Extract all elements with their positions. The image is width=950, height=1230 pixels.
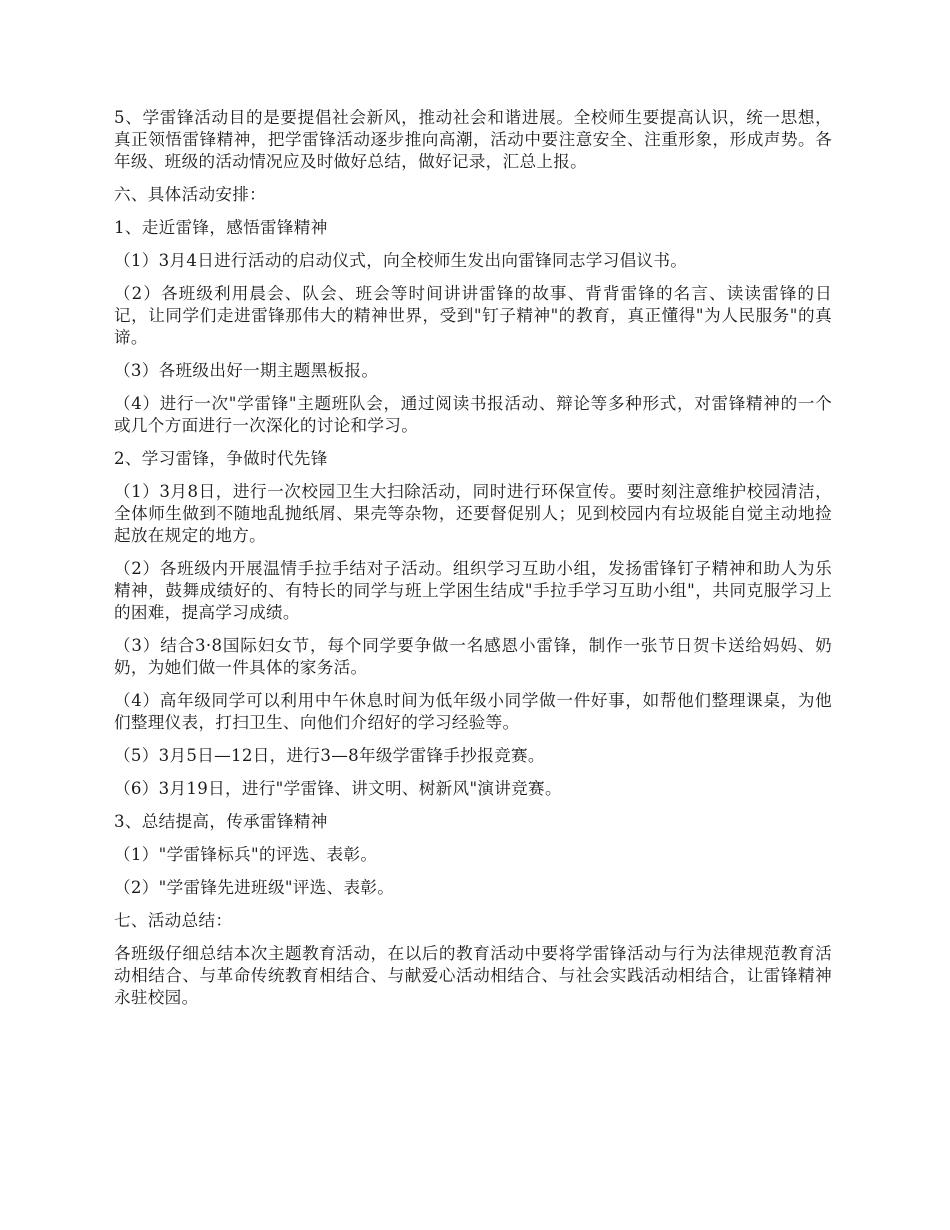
section-heading-summary: 七、活动总结：	[114, 911, 233, 930]
list-item: （2）各班级内开展温情手拉手结对子活动。组织学习互助小组，发扬雷锋钉子精神和助人为乐精神，鼓舞成绩好的、有特长的同学与班上学困生结成"手拉手学习互助小组"，共同克服学习上的困难，提高学习成绩。	[114, 559, 832, 622]
list-item: （6）3月19日，进行"学雷锋、讲文明、树新风"演讲竞赛。	[114, 779, 562, 798]
subheading-approach-leifeng: 1、走近雷锋，感悟雷锋精神	[114, 218, 328, 237]
section-heading-arrangement: 六、具体活动安排：	[114, 185, 267, 204]
list-item: （2）"学雷锋先进班级"评选、表彰。	[114, 878, 395, 897]
subheading-summarize: 3、总结提高，传承雷锋精神	[114, 812, 328, 831]
list-item: （1）3月4日进行活动的启动仪式，向全校师生发出向雷锋同志学习倡议书。	[114, 251, 688, 270]
paragraph-summary: 各班级仔细总结本次主题教育活动，在以后的教育活动中要将学雷锋活动与行为法律规范教育活动相结合、与革命传统教育相结合、与献爱心活动相结合、与社会实践活动相结合，让雷锋精神永驻校园。	[114, 944, 832, 1007]
list-item: （4）高年级同学可以利用中午休息时间为低年级小同学做一件好事，如帮他们整理课桌，为他们整理仪表，打扫卫生、向他们介绍好的学习经验等。	[114, 691, 832, 732]
list-item: （3）各班级出好一期主题黑板报。	[114, 361, 379, 380]
list-item: （4）进行一次"学雷锋"主题班队会，通过阅读书报活动、辩论等多种形式，对雷锋精神的一个或几个方面进行一次深化的讨论和学习。	[114, 394, 832, 435]
list-item: （5）3月5日—12日，进行3—8年级学雷锋手抄报竞赛。	[114, 746, 545, 765]
list-item: （2）各班级利用晨会、队会、班会等时间讲讲雷锋的故事、背背雷锋的名言、读读雷锋的日记，让同学们走进雷锋那伟大的精神世界，受到"钉子精神"的教育，真正懂得"为人民服务"的真谛。	[114, 284, 832, 347]
paragraph-goal: 5、学雷锋活动目的是要提倡社会新风，推动社会和谐进展。全校师生要提高认识，统一思想，真正领悟雷锋精神，把学雷锋活动逐步推向高潮，活动中要注意安全、注重形象，形成声势。各年级、班级的活动情况应及时做好总结，做好记录，汇总上报。	[114, 108, 832, 171]
list-item: （1）3月8日，进行一次校园卫生大扫除活动，同时进行环保宣传。要时刻注意维护校园清洁，全体师生做到不随地乱抛纸屑、果壳等杂物，还要督促别人；见到校园内有垃圾能自觉主动地捡起放在规定的地方。	[114, 482, 832, 545]
list-item: （1）"学雷锋标兵"的评选、表彰。	[114, 845, 378, 864]
subheading-learn-leifeng: 2、学习雷锋，争做时代先锋	[114, 449, 328, 468]
list-item: （3）结合3·8国际妇女节，每个同学要争做一名感恩小雷锋，制作一张节日贺卡送给妈妈、奶奶，为她们做一件具体的家务活。	[114, 636, 832, 677]
